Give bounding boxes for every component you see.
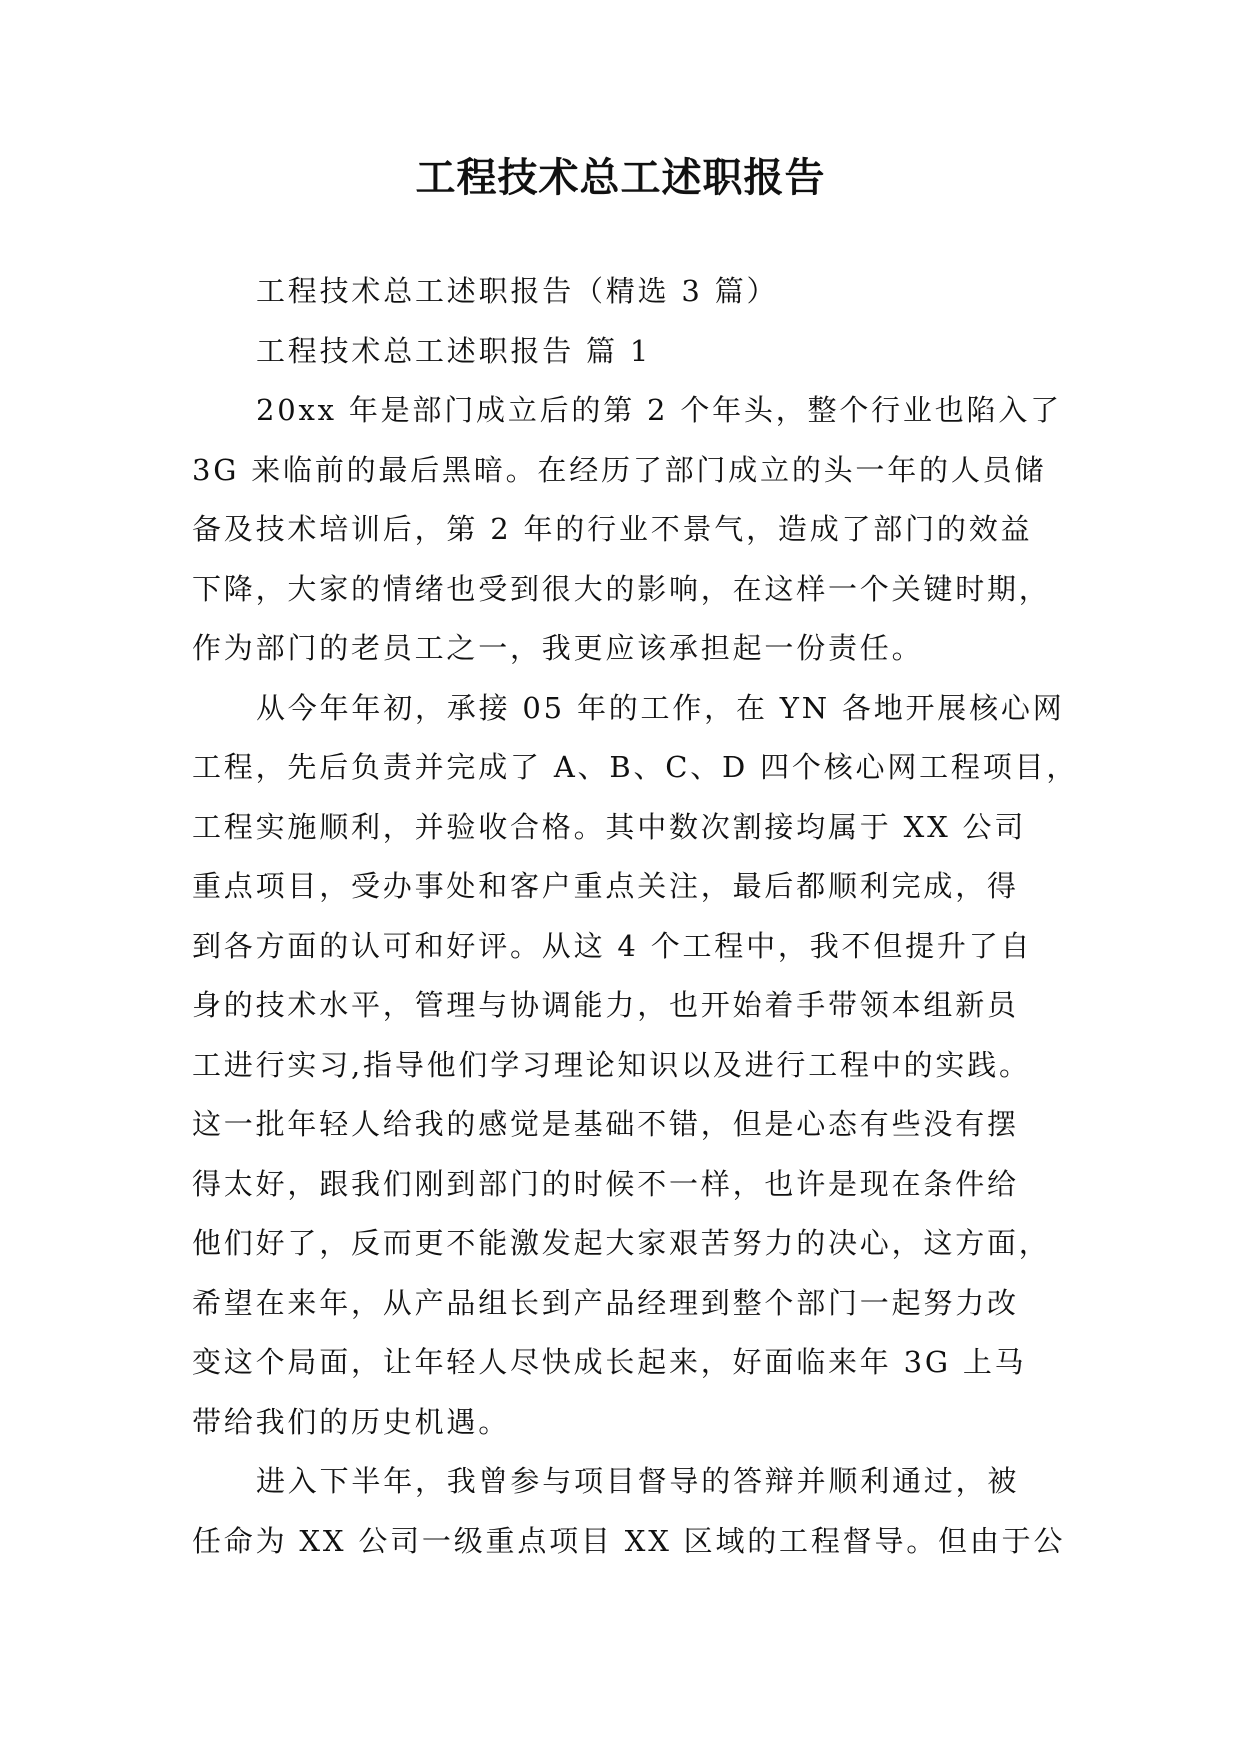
paragraph-1-line: 作为部门的老员工之一，我更应该承担起一份责任。 bbox=[192, 631, 924, 665]
paragraph-2-line: 重点项目，受办事处和客户重点关注，最后都顺利完成，得 bbox=[192, 869, 1019, 903]
paragraph-3-line: 进入下半年，我曾参与项目督导的答辩并顺利通过，被 bbox=[256, 1464, 1020, 1498]
paragraph-2-line: 工进行实习,指导他们学习理论知识以及进行工程中的实践。 bbox=[192, 1047, 1031, 1082]
paragraph-2-line: 他们好了，反而更不能激发起大家艰苦努力的决心，这方面， bbox=[192, 1226, 1051, 1260]
paragraph-3-line: 任命为 XX 公司一级重点项目 XX 区域的工程督导。但由于公 bbox=[192, 1523, 1066, 1558]
paragraph-2-line: 从今年年初，承接 05 年的工作，在 YN 各地开展核心网 bbox=[256, 690, 1065, 725]
subtitle-line: 工程技术总工述职报告（精选 3 篇） bbox=[256, 274, 779, 308]
paragraph-2-line: 工程，先后负责并完成了 A、B、C、D 四个核心网工程项目， bbox=[192, 750, 1079, 784]
document-body bbox=[192, 262, 1079, 1571]
paragraph-1-line: 20xx 年是部门成立后的第 2 个年头，整个行业也陷入了 bbox=[256, 393, 1062, 427]
paragraph-2-line: 变这个局面，让年轻人尽快成长起来，好面临来年 3G 上马 bbox=[192, 1345, 1027, 1379]
section-heading: 工程技术总工述职报告 篇 1 bbox=[256, 333, 652, 368]
paragraph-2-line: 这一批年轻人给我的感觉是基础不错，但是心态有些没有摆 bbox=[192, 1107, 1019, 1141]
paragraph-1-line: 下降，大家的情绪也受到很大的影响，在这样一个关键时期， bbox=[192, 571, 1051, 606]
document-title: 工程技术总工述职报告 bbox=[415, 155, 826, 201]
paragraph-1-line: 3G 来临前的最后黑暗。在经历了部门成立的头一年的人员储 bbox=[192, 452, 1047, 487]
paragraph-2-line: 到各方面的认可和好评。从这 4 个工程中，我不但提升了自 bbox=[192, 928, 1033, 963]
paragraph-2-line: 得太好，跟我们刚到部门的时候不一样，也许是现在条件给 bbox=[192, 1166, 1019, 1201]
paragraph-2-line: 希望在来年，从产品组长到产品经理到整个部门一起努力改 bbox=[192, 1285, 1019, 1320]
paragraph-2-line: 身的技术水平，管理与协调能力，也开始着手带领本组新员 bbox=[192, 988, 1019, 1022]
paragraph-1-line: 备及技术培训后，第 2 年的行业不景气，造成了部门的效益 bbox=[192, 512, 1033, 546]
paragraph-2-line: 工程实施顺利，并验收合格。其中数次割接均属于 XX 公司 bbox=[192, 809, 1027, 844]
paragraph-2-line: 带给我们的历史机遇。 bbox=[192, 1404, 511, 1439]
